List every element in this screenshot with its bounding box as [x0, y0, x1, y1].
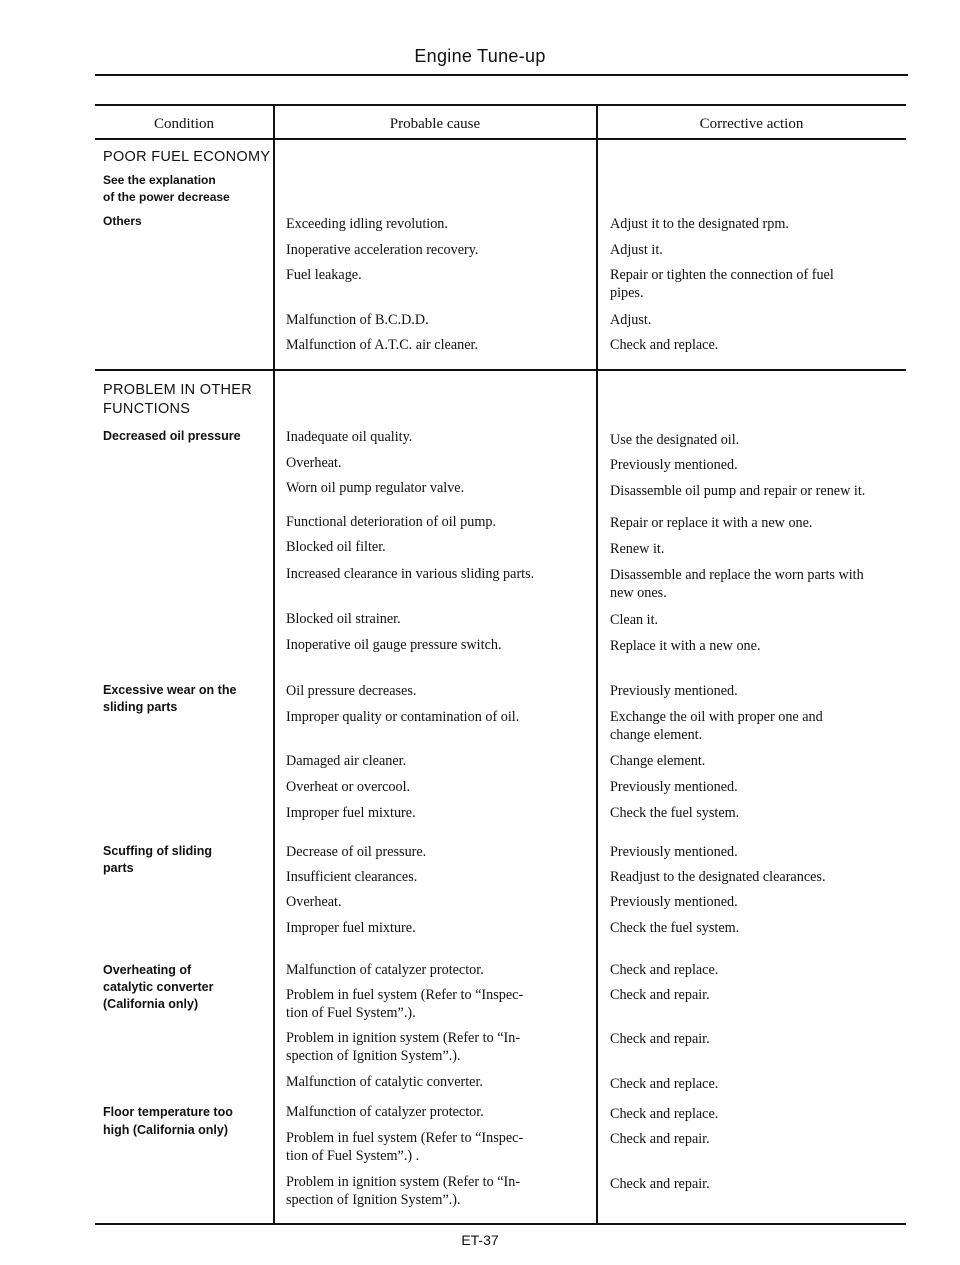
condition-problem-other-functions-line1: PROBLEM IN OTHER	[103, 382, 253, 398]
cause-item: Fuel leakage.	[286, 267, 362, 283]
action-item: Repair or tighten the connection of fuel	[610, 267, 834, 283]
condition-poor-fuel-economy: POOR FUEL ECONOMY	[103, 149, 271, 165]
action-item: change element.	[610, 727, 703, 743]
action-item: Disassemble and replace the worn parts with	[610, 567, 864, 583]
action-item: Check and replace.	[610, 962, 719, 978]
action-item: Use the designated oil.	[610, 432, 740, 448]
action-item: new ones.	[610, 585, 667, 601]
cause-item: Malfunction of catalytic converter.	[286, 1074, 483, 1090]
table-bottom-rule	[95, 1223, 906, 1225]
cause-item: Overheat.	[286, 455, 342, 471]
condition-overheating-line2: catalytic converter	[103, 980, 214, 994]
condition-problem-other-functions-line2: FUNCTIONS	[103, 401, 191, 417]
cause-item: Blocked oil filter.	[286, 539, 386, 555]
action-item: Disassemble oil pump and repair or renew it.	[610, 483, 866, 499]
cause-item: Increased clearance in various sliding parts.	[286, 566, 535, 582]
column-header-cause: Probable cause	[389, 116, 481, 132]
action-item: Check and repair.	[610, 1031, 710, 1047]
cause-item: Damaged air cleaner.	[286, 753, 407, 769]
cause-item: Problem in fuel system (Refer to “Inspec-	[286, 987, 524, 1003]
cause-item: Inoperative oil gauge pressure switch.	[286, 637, 502, 653]
column-divider-right	[596, 104, 598, 1224]
cause-item: spection of Ignition System”.).	[286, 1192, 461, 1208]
action-item: Check and repair.	[610, 1176, 710, 1192]
condition-overheating-line3: (California only)	[103, 997, 199, 1011]
cause-item: Oil pressure decreases.	[286, 683, 417, 699]
cause-item: spection of Ignition System”.).	[286, 1048, 461, 1064]
action-item: Check the fuel system.	[610, 920, 740, 936]
condition-floor-temperature-line1: Floor temperature too	[103, 1105, 233, 1119]
action-item: Check and replace.	[610, 337, 719, 353]
action-item: Readjust to the designated clearances.	[610, 869, 826, 885]
cause-item: Problem in ignition system (Refer to “In-	[286, 1174, 521, 1190]
table-top-rule	[95, 104, 906, 106]
page-number: ET-37	[461, 1232, 499, 1248]
action-item: Exchange the oil with proper one and	[610, 709, 823, 725]
condition-scuffing-line2: parts	[103, 861, 134, 875]
action-item: Adjust it to the designated rpm.	[610, 216, 789, 232]
cause-item: Improper quality or contamination of oil.	[286, 709, 520, 725]
action-item: Check and replace.	[610, 1106, 719, 1122]
cause-item: Inoperative acceleration recovery.	[286, 242, 479, 258]
condition-scuffing-line1: Scuffing of sliding	[103, 844, 213, 858]
action-item: Adjust it.	[610, 242, 663, 258]
cause-item: Improper fuel mixture.	[286, 805, 416, 821]
page-title: Engine Tune-up	[414, 46, 546, 66]
cause-item: tion of Fuel System”.).	[286, 1005, 416, 1021]
action-item: Previously mentioned.	[610, 894, 738, 910]
cause-item: Malfunction of catalyzer protector.	[286, 962, 484, 978]
condition-note-line2: of the power decrease	[103, 190, 230, 204]
cause-item: Overheat or overcool.	[286, 779, 411, 795]
section-divider	[95, 369, 906, 371]
cause-item: Problem in ignition system (Refer to “In-	[286, 1030, 521, 1046]
action-item: Previously mentioned.	[610, 683, 738, 699]
cause-item: Malfunction of B.C.D.D.	[286, 312, 429, 328]
condition-decreased-oil-pressure: Decreased oil pressure	[103, 429, 241, 443]
action-item: Previously mentioned.	[610, 457, 738, 473]
header-rule	[95, 74, 908, 76]
action-item: Replace it with a new one.	[610, 638, 761, 654]
condition-overheating-line1: Overheating of	[103, 963, 192, 977]
action-item: Clean it.	[610, 612, 659, 628]
condition-others: Others	[103, 214, 142, 228]
cause-item: Exceeding idling revolution.	[286, 216, 448, 232]
column-header-action: Corrective action	[699, 116, 804, 132]
action-item: pipes.	[610, 285, 644, 301]
action-item: Change element.	[610, 753, 706, 769]
cause-item: Malfunction of catalyzer protector.	[286, 1104, 484, 1120]
action-item: Check and replace.	[610, 1076, 719, 1092]
cause-item: Insufficient clearances.	[286, 869, 418, 885]
action-item: Repair or replace it with a new one.	[610, 515, 813, 531]
cause-item: Overheat.	[286, 894, 342, 910]
action-item: Previously mentioned.	[610, 779, 738, 795]
cause-item: Malfunction of A.T.C. air cleaner.	[286, 337, 478, 353]
cause-item: Inadequate oil quality.	[286, 429, 413, 445]
cause-item: Problem in fuel system (Refer to “Inspec-	[286, 1130, 524, 1146]
condition-excessive-wear-line1: Excessive wear on the	[103, 683, 237, 697]
cause-item: Blocked oil strainer.	[286, 611, 401, 627]
action-item: Previously mentioned.	[610, 844, 738, 860]
condition-excessive-wear-line2: sliding parts	[103, 700, 178, 714]
column-divider-left	[273, 104, 275, 1224]
condition-note-line1: See the explanation	[103, 173, 216, 187]
action-item: Check the fuel system.	[610, 805, 740, 821]
cause-item: Functional deterioration of oil pump.	[286, 514, 497, 530]
action-item: Check and repair.	[610, 987, 710, 1003]
cause-item: Worn oil pump regulator valve.	[286, 480, 465, 496]
action-item: Renew it.	[610, 541, 665, 557]
cause-item: Improper fuel mixture.	[286, 920, 416, 936]
cause-item: Decrease of oil pressure.	[286, 844, 427, 860]
action-item: Adjust.	[610, 312, 652, 328]
column-header-rule	[95, 138, 906, 140]
action-item: Check and repair.	[610, 1131, 710, 1147]
condition-floor-temperature-line2: high (California only)	[103, 1123, 228, 1137]
column-header-condition: Condition	[153, 116, 214, 132]
cause-item: tion of Fuel System”.) .	[286, 1148, 420, 1164]
